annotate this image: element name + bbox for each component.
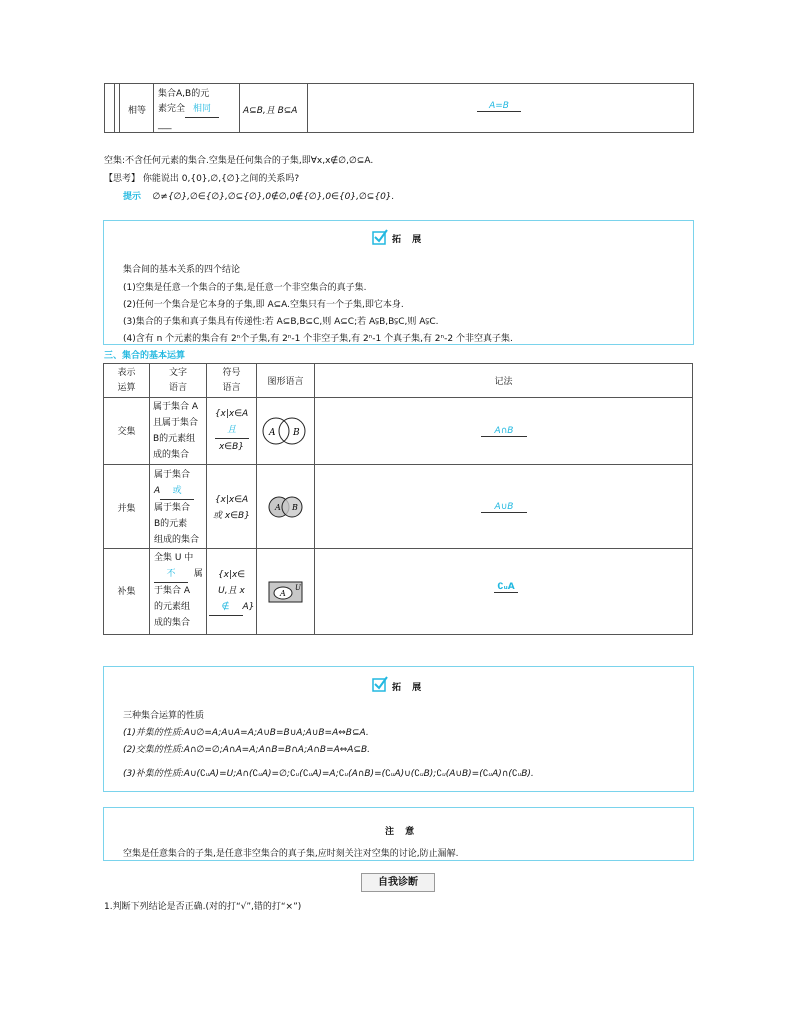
row-intersection-symbol: {x|x∈A bbox=[214, 409, 249, 419]
self-test-title bbox=[361, 873, 435, 892]
equal-notation: A=B bbox=[477, 101, 521, 112]
extend2-heading: 三种集合运算的性质 bbox=[123, 711, 205, 721]
header-op-2: 运算 bbox=[117, 383, 136, 393]
equal-text-1: 集合A,B的元 bbox=[158, 89, 210, 99]
row-union-text: 属于集合 bbox=[154, 503, 191, 513]
venn-label-a: A bbox=[275, 503, 281, 512]
row-union-symbol: 或 x∈B} bbox=[213, 511, 250, 521]
think-label: 【思考】 bbox=[104, 174, 141, 184]
row-complement-name: 补集 bbox=[117, 587, 136, 597]
extend1-item-3: (3)集合的子集和真子集具有传递性:若 A⊆B,B⊆C,则 A⊆C;若 A⫋B,B⫋C,则 A⫋C. bbox=[123, 317, 439, 327]
row-complement-notation: ∁ᵤA bbox=[494, 582, 518, 593]
extend2-item-1: (1)并集的性质:A∪∅=A;A∪A=A;A∪B=B∪A;A∪B=A⇔B⊆A. bbox=[123, 728, 369, 738]
extend-title-1: 拓 展 bbox=[392, 235, 426, 245]
row-complement-text: 于集合 A bbox=[154, 586, 191, 596]
row-complement-symbol: U,且 x bbox=[218, 586, 245, 596]
row-complement-text: 的元素组 bbox=[154, 602, 191, 612]
row-union-notation: A∪B bbox=[481, 502, 527, 513]
equal-symbol: A⊆B,且 B⊆A bbox=[243, 106, 298, 116]
self-test-title-text: 自我诊断 bbox=[378, 877, 418, 888]
row-complement-symbol: A} bbox=[242, 602, 255, 612]
extend1-item-1: (1)空集是任意一个集合的子集,是任意一个非空集合的真子集. bbox=[123, 283, 367, 293]
venn-label-a: A bbox=[280, 589, 286, 598]
row-intersection-symbol: x∈B} bbox=[218, 442, 245, 452]
row-intersection-text: 成的集合 bbox=[153, 450, 190, 460]
row-intersection-notation: A∩B bbox=[481, 426, 527, 437]
extend-title-2: 拓 展 bbox=[392, 683, 426, 693]
row-intersection-name: 交集 bbox=[117, 427, 136, 437]
extend1-item-2: (2)任何一个集合是它本身的子集,即 A⊆A.空集只有一个子集,即它本身. bbox=[123, 300, 404, 310]
row-union-text: A bbox=[154, 486, 161, 496]
row-intersection-text: 属于集合 A bbox=[153, 402, 199, 412]
venn-intersection-diagram bbox=[259, 414, 311, 448]
think-question: 你能说出 0,{0},∅,{∅}之间的关系吗? bbox=[142, 174, 300, 184]
row-union-text: 组成的集合 bbox=[154, 535, 200, 545]
venn-label-b: B bbox=[293, 428, 300, 438]
notice-text: 空集是任意集合的子集,是任意非空集合的真子集,应时刻关注对空集的讨论,防止漏解. bbox=[123, 849, 459, 859]
row-complement-fill: ∉ bbox=[209, 599, 243, 616]
equal-text-2: 素完全 bbox=[158, 104, 186, 114]
equal-text-tail: ___ bbox=[158, 120, 172, 130]
venn-complement-diagram bbox=[268, 581, 304, 603]
extend2-item-3: (3)补集的性质:A∪(∁ᵤA)=U;A∩(∁ᵤA)=∅;∁ᵤ(∁ᵤA)=A;∁ᵤ(A∩B)=(∁ᵤA)∪(∁ᵤB);∁ᵤ(A∪B)=(∁ᵤA)∩(∁ᵤB). bbox=[123, 769, 534, 779]
header-symbol-2: 语言 bbox=[222, 383, 241, 393]
notice-title: 注 意 bbox=[385, 827, 419, 837]
venn-union-diagram bbox=[266, 493, 306, 521]
row-complement-text: 成的集合 bbox=[154, 618, 191, 628]
row-union-text: B的元素 bbox=[154, 519, 188, 529]
row-intersection-fill: 且 bbox=[215, 422, 249, 439]
header-op-1: 表示 bbox=[117, 368, 136, 378]
header-text-2: 语言 bbox=[168, 383, 187, 393]
row-complement-fill: 不 bbox=[154, 566, 188, 583]
equal-answer: 相同 bbox=[185, 102, 219, 118]
empty-set-note: 空集:不含任何元素的集合.空集是任何集合的子集,即∀x,x∉∅,∅⊆A. bbox=[104, 156, 374, 166]
row-complement-text: 全集 U 中 bbox=[154, 553, 194, 563]
extend-icon bbox=[372, 229, 388, 248]
row-intersection-text: B的元素组 bbox=[153, 434, 196, 444]
extend2-item-2: (2)交集的性质:A∩∅=∅;A∩A=A;A∩B=B∩A;A∩B=A⇔A⊆B. bbox=[123, 745, 371, 755]
row-union-text: 属于集合 bbox=[154, 470, 191, 480]
question-1: 1.判断下列结论是否正确.(对的打“√”,错的打“×”) bbox=[104, 902, 302, 912]
row-union-fill: 或 bbox=[160, 483, 194, 500]
header-symbol-1: 符号 bbox=[222, 368, 241, 378]
row-union-symbol: {x|x∈A bbox=[214, 495, 249, 505]
extend1-heading: 集合间的基本关系的四个结论 bbox=[123, 265, 241, 275]
row-name-equal: 相等 bbox=[127, 106, 146, 116]
row-complement-symbol: {x|x∈ bbox=[217, 570, 246, 580]
top-table bbox=[104, 83, 694, 133]
ops-table bbox=[103, 363, 693, 635]
venn-label-b: B bbox=[292, 503, 298, 512]
row-complement-text: 属 bbox=[193, 569, 203, 579]
header-text-1: 文字 bbox=[168, 368, 187, 378]
row-intersection-text: 且属于集合 bbox=[153, 418, 199, 428]
venn-label-a: A bbox=[269, 428, 276, 438]
row-union-name: 并集 bbox=[117, 504, 136, 514]
extend-icon bbox=[372, 676, 388, 695]
hint-text: ∅≠{∅},∅∈{∅},∅⊆{∅},0∉∅,0∉{∅},0∈{0},∅⊆{0}. bbox=[152, 192, 395, 202]
venn-label-u: U bbox=[295, 584, 301, 592]
header-notation: 记法 bbox=[494, 377, 513, 387]
extend1-item-4: (4)含有 n 个元素的集合有 2ⁿ个子集,有 2ⁿ-1 个非空子集,有 2ⁿ-1 个真子集,有 2ⁿ-2 个非空真子集. bbox=[123, 334, 513, 344]
section-3-title: 三、集合的基本运算 bbox=[104, 351, 186, 361]
header-graphic: 图形语言 bbox=[267, 377, 304, 387]
hint-label: 提示 bbox=[123, 192, 142, 202]
